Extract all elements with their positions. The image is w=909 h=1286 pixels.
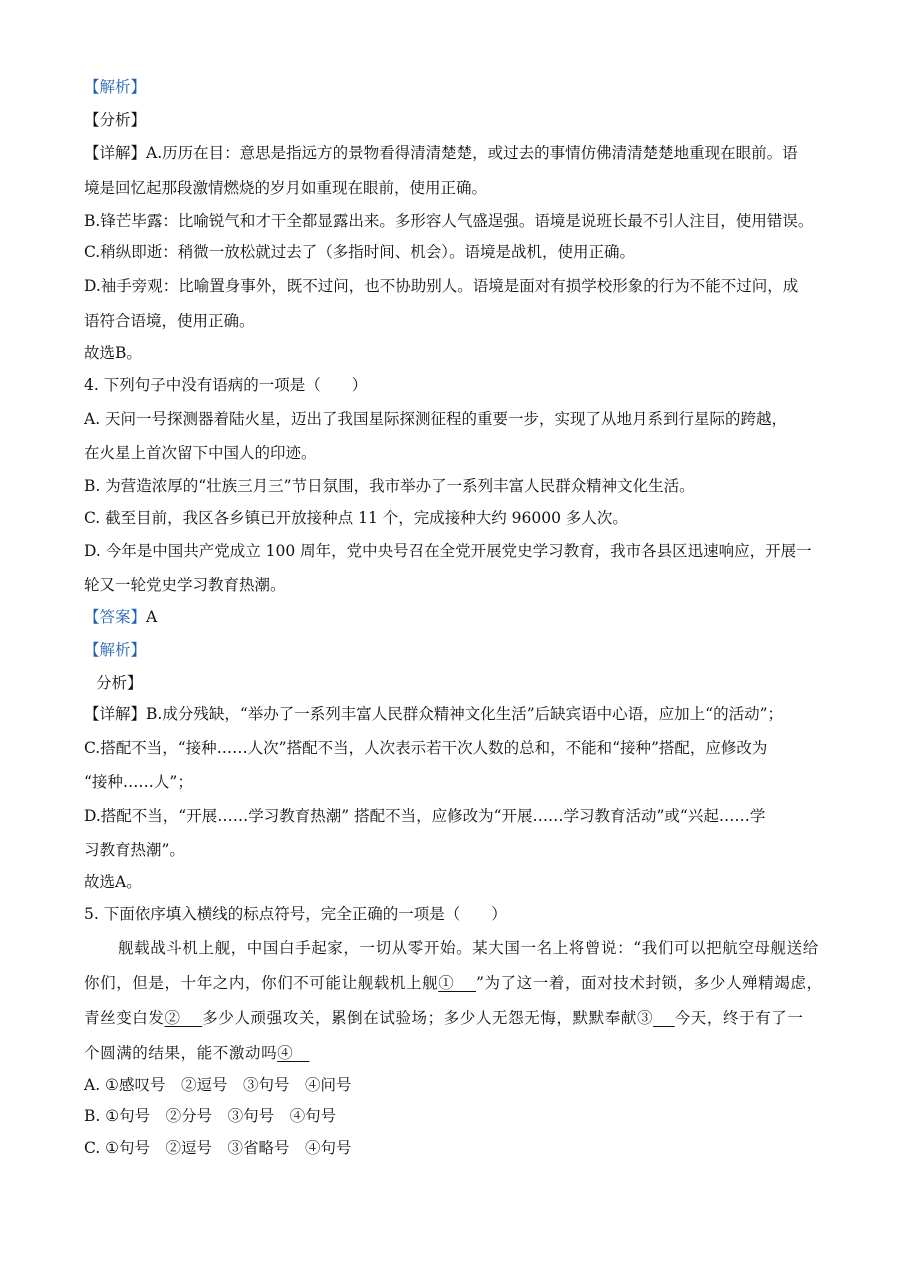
q4-explain-line-2: C.搭配不当，“接种……人次”搭配不当，人次表示若干次人数的总和，不能和“接种”搭配，应修改为 <box>84 739 768 757</box>
q5-passage-line-1: 舰载战斗机上舰，中国白手起家，一切从零开始。某大国一名上将曾说：“我们可以把航空母舰送给 <box>118 939 819 957</box>
q5-stem: 5. 下面依序填入横线的标点符号，完全正确的一项是（ ） <box>84 905 507 923</box>
q5-option-b: B. ①句号 ②分号 ③句号 ④句号 <box>84 1107 337 1125</box>
xiangjie-tag: 【详解】 <box>84 144 147 162</box>
q5-passage-line-2: 你们，但是，十年之内，你们不可能让舰载机上舰① ”为了这一着，面对技术封锁，多少人殚精竭虑， <box>84 974 823 992</box>
blank-3 <box>653 1009 675 1027</box>
q4-explain-line-5: 习教育热潮”。 <box>84 841 185 859</box>
blank-4: ④ <box>277 1044 310 1062</box>
q4-conclusion: 故选A。 <box>84 873 142 891</box>
q4-explain-line-4: D.搭配不当，“开展……学习教育热潮” 搭配不当，应修改为“开展……学习教育活动”或“兴起……学 <box>84 807 766 825</box>
q5-option-c: C. ①句号 ②逗号 ③省略号 ④句号 <box>84 1139 352 1157</box>
q3-conclusion: 故选B。 <box>84 344 142 362</box>
q3-explain-line-4: C.稍纵即逝：稍微一放松就过去了（多指时间、机会）。语境是战机，使用正确。 <box>84 243 635 261</box>
q3-explain-line-3: B.锋芒毕露：比喻锐气和才干全都显露出来。多形容人气盛逞强。语境是说班长最不引人注目，使用错误。 <box>84 212 814 230</box>
q5-passage-line-4: 个圆满的结果，能不激动吗④ <box>84 1044 310 1062</box>
q4-stem: 4. 下列句子中没有语病的一项是（ ） <box>84 376 368 394</box>
fenxi-tag: 【分析】 <box>84 111 147 129</box>
q3-explain-line-5: D.袖手旁观：比喻置身事外，既不过问，也不协助别人。语境是面对有损学校形象的行为不能不过问，成 <box>84 277 799 295</box>
q4-option-a-line-2: 在火星上首次留下中国人的印迹。 <box>84 444 317 462</box>
q3-explain-line-2: 境是回忆起那段激情燃烧的岁月如重现在眼前，使用正确。 <box>84 179 488 197</box>
q3-explain-line-6: 语符合语境，使用正确。 <box>84 312 255 330</box>
blank-2: ② <box>164 1009 203 1027</box>
q5-passage-line-3: 青丝变白发② 多少人顽强攻关，累倒在试验场；多少人无怨无悔，默默奉献③ 今天，终于有了一 <box>84 1009 804 1027</box>
q4-option-d-line-2: 轮又一轮党史学习教育热潮。 <box>84 576 286 594</box>
q4-xiangjie-tag: 【详解】 <box>84 705 147 723</box>
q4-explain-line-1: 【详解】B.成分残缺，“举办了一系列丰富人民群众精神文化生活”后缺宾语中心语，应加上“的活动”； <box>84 705 784 723</box>
q4-option-b: B. 为营造浓厚的“壮族三月三”节日氛围，我市举办了一系列丰富人民群众精神文化生活。 <box>84 477 695 495</box>
q4-option-a-line-1: A. 天问一号探测器着陆火星，迈出了我国星际探测征程的重要一步，实现了从地月系到行星际的跨越， <box>84 410 788 428</box>
q4-option-d-line-1: D. 今年是中国共产党成立 100 周年，党中央号召在全党开展党史学习教育，我市各县区迅速响应，开展一 <box>84 542 812 560</box>
q4-jiexi-tag: 【解析】 <box>84 641 147 659</box>
q4-option-c: C. 截至目前，我区各乡镇已开放接种点 11 个，完成接种大约 96000 多人次。 <box>84 509 628 527</box>
jiexi-tag: 【解析】 <box>84 78 147 96</box>
q3-explain-line-1: 【详解】A.历历在目：意思是指远方的景物看得清清楚楚，或过去的事情仿佛清清楚楚地重现在眼前。语 <box>84 144 798 162</box>
q4-explain-line-3: “接种……人”； <box>84 773 193 791</box>
q5-option-a: A. ①感叹号 ②逗号 ③句号 ④问号 <box>84 1076 352 1094</box>
q4-fenxi-tag: 分析】 <box>96 674 143 692</box>
blank-1: ① <box>438 974 476 992</box>
q4-answer: 【答案】A <box>84 608 158 626</box>
daan-tag: 【答案】 <box>84 608 147 626</box>
